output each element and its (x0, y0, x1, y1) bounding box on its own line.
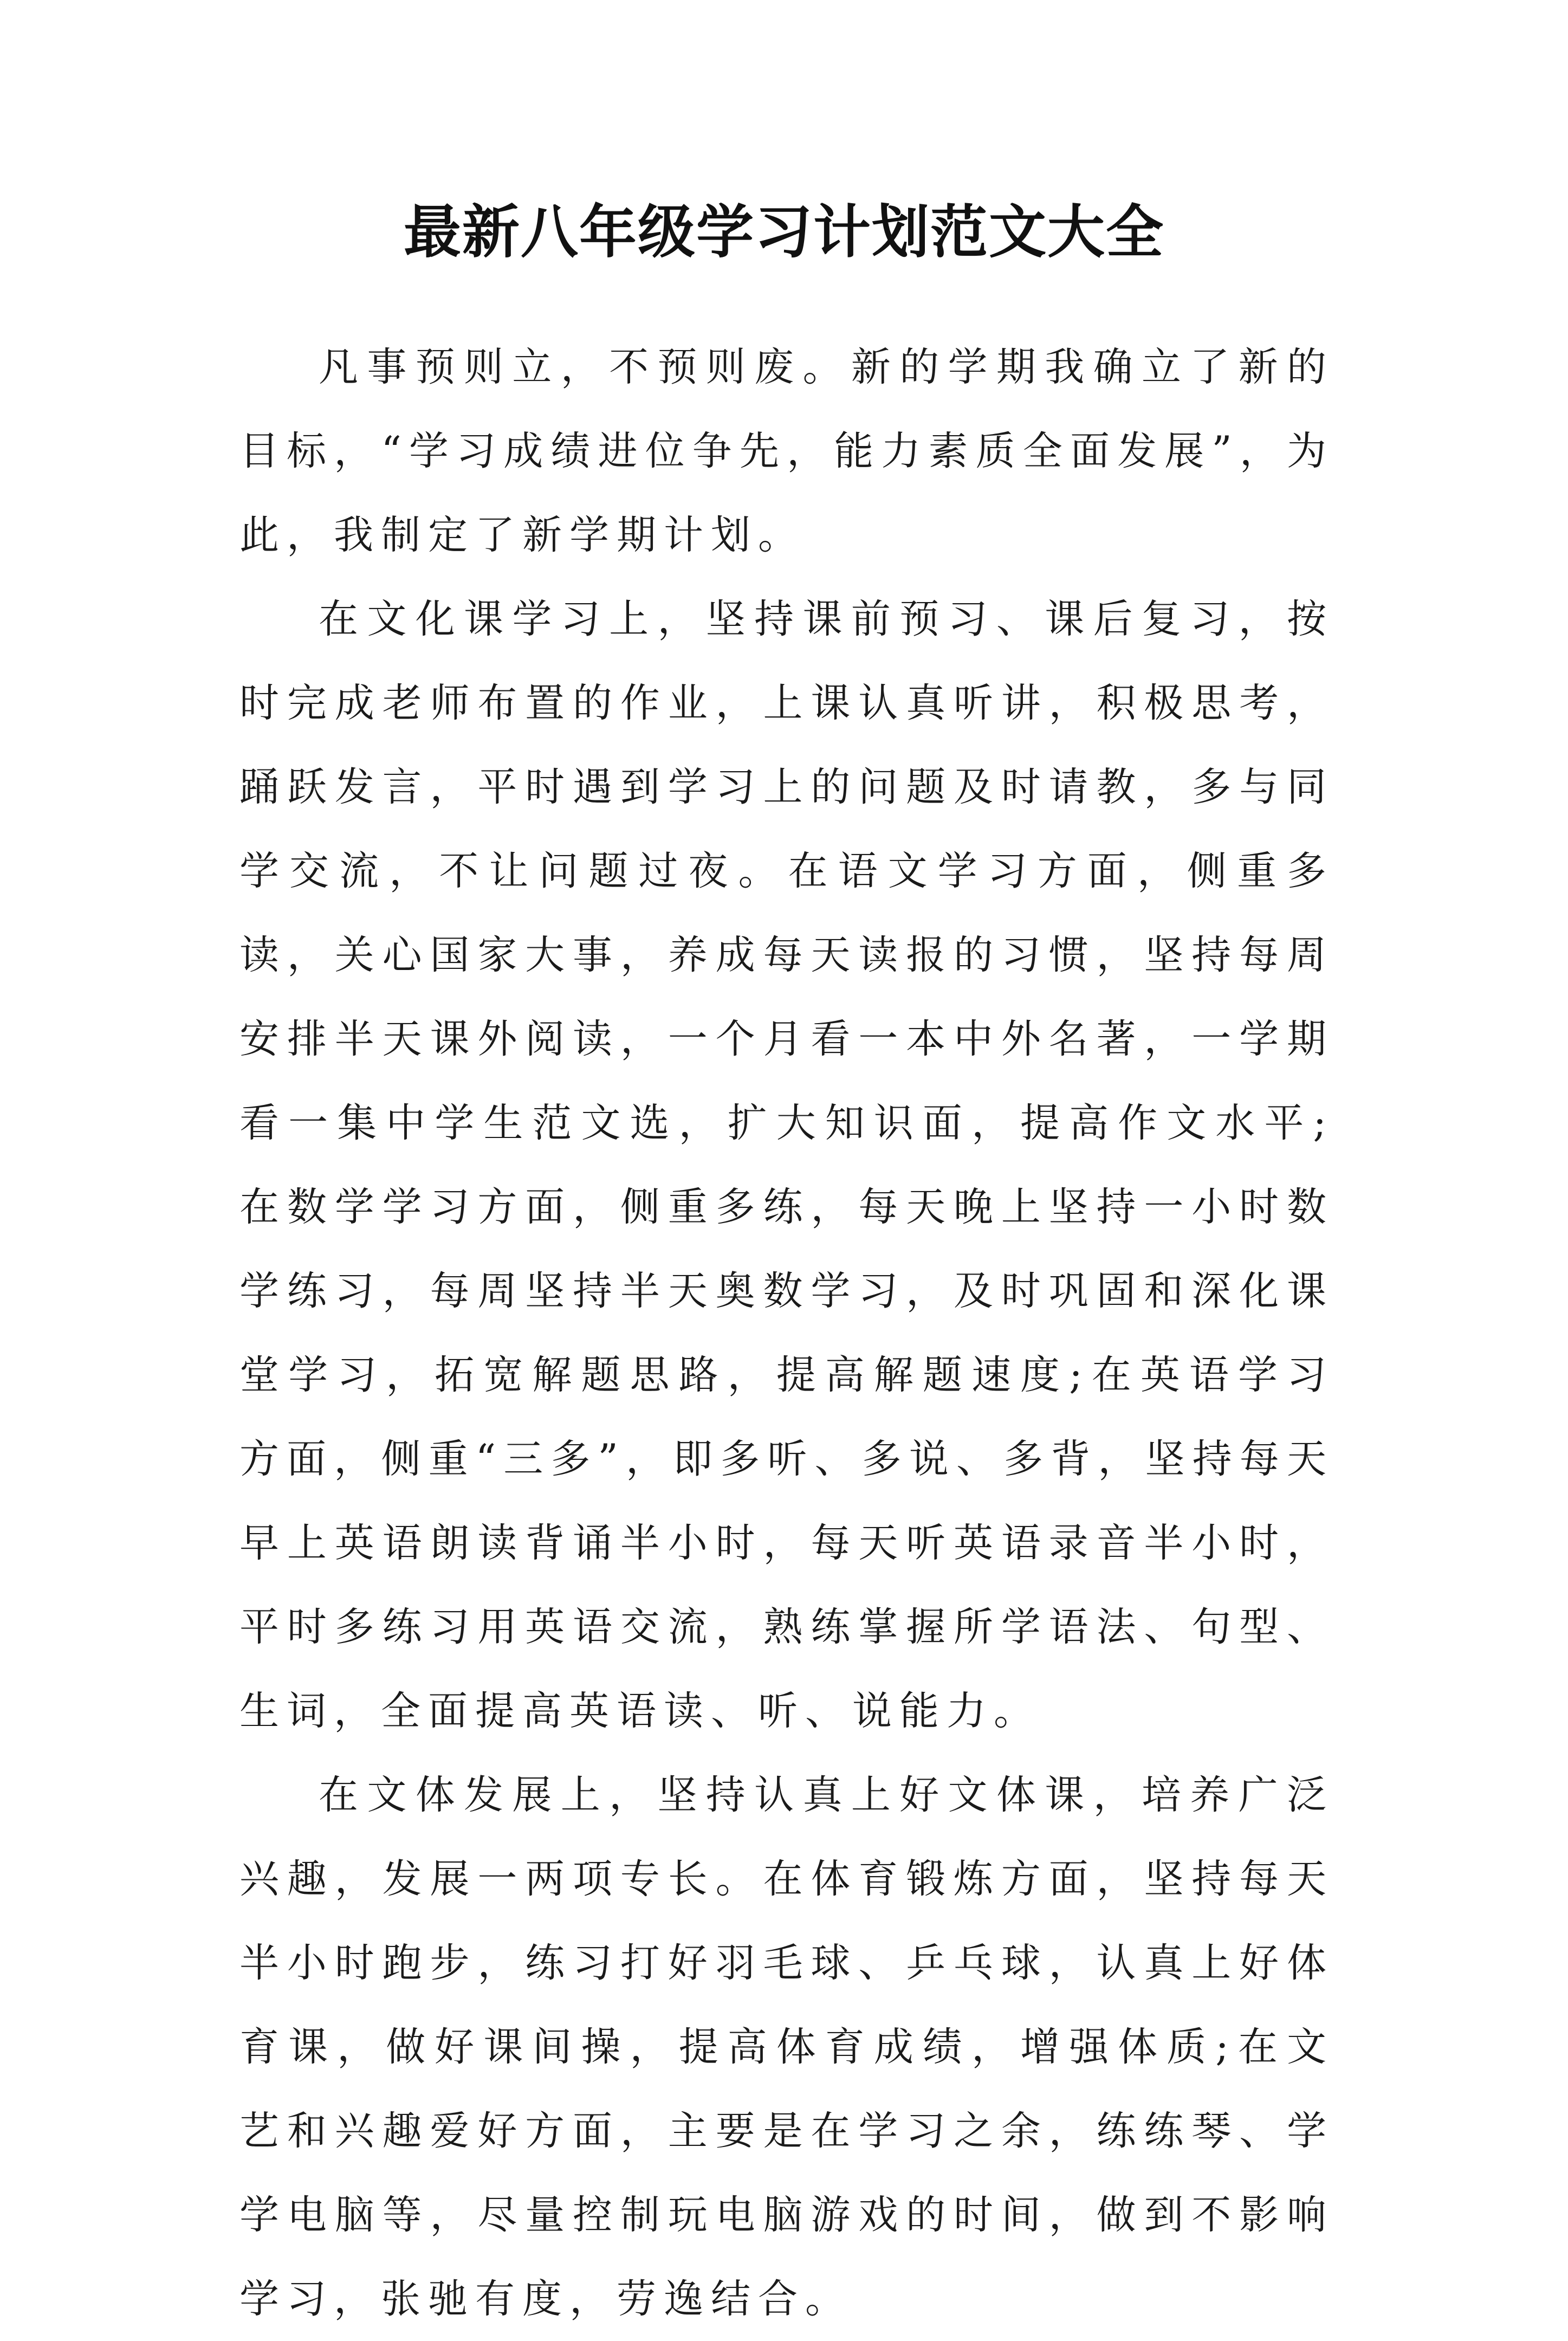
paragraph-sports-arts: 在文体发展上，坚持认真上好文体课，培养广泛兴趣，发展一两项专长。在体育锻炼方面，坚持每天半小时跑步，练习打好羽毛球、乒乓球，认真上好体育课，做好课间操，提高体育成绩，增强体质;在文艺和兴趣爱好方面，主要是在学习之余，练练琴、学学电脑等，尽量控制玩电脑游戏的时间，做到不影响学习，张驰有度，劳逸结合。 (239, 1772, 1334, 2322)
document-title: 最新八年级学习计划范文大全 (404, 198, 1164, 266)
paragraph-academic-study: 在文化课学习上，坚持课前预习、课后复习，按时完成老师布置的作业，上课认真听讲，积极思考，踊跃发言，平时遇到学习上的问题及时请教，多与同学交流，不让问题过夜。在语文学习方面，侧重多读，关心国家大事，养成每天读报的习惯，坚持每周安排半天课外阅读，一个月看一本中外名著，一学期看一集中学生范文选，扩大知识面，提高作文水平;在数学学习方面，侧重多练，每天晚上坚持一小时数学练习，每周坚持半天奥数学习，及时巩固和深化课堂学习，拓宽解题思路，提高解题速度;在英语学习方面，侧重“三多”，即多听、多说、多背，坚持每天早上英语朗读背诵半小时，每天听英语录音半小时，平时多练习用英语交流，熟练掌握所学语法、句型、生词，全面提高英语读、听、说能力。 (239, 596, 1334, 1734)
paragraph-intro: 凡事预则立，不预则废。新的学期我确立了新的目标，“学习成绩进位争先，能力素质全面发展”，为此，我制定了新学期计划。 (239, 344, 1334, 558)
document-body (239, 325, 1334, 2341)
